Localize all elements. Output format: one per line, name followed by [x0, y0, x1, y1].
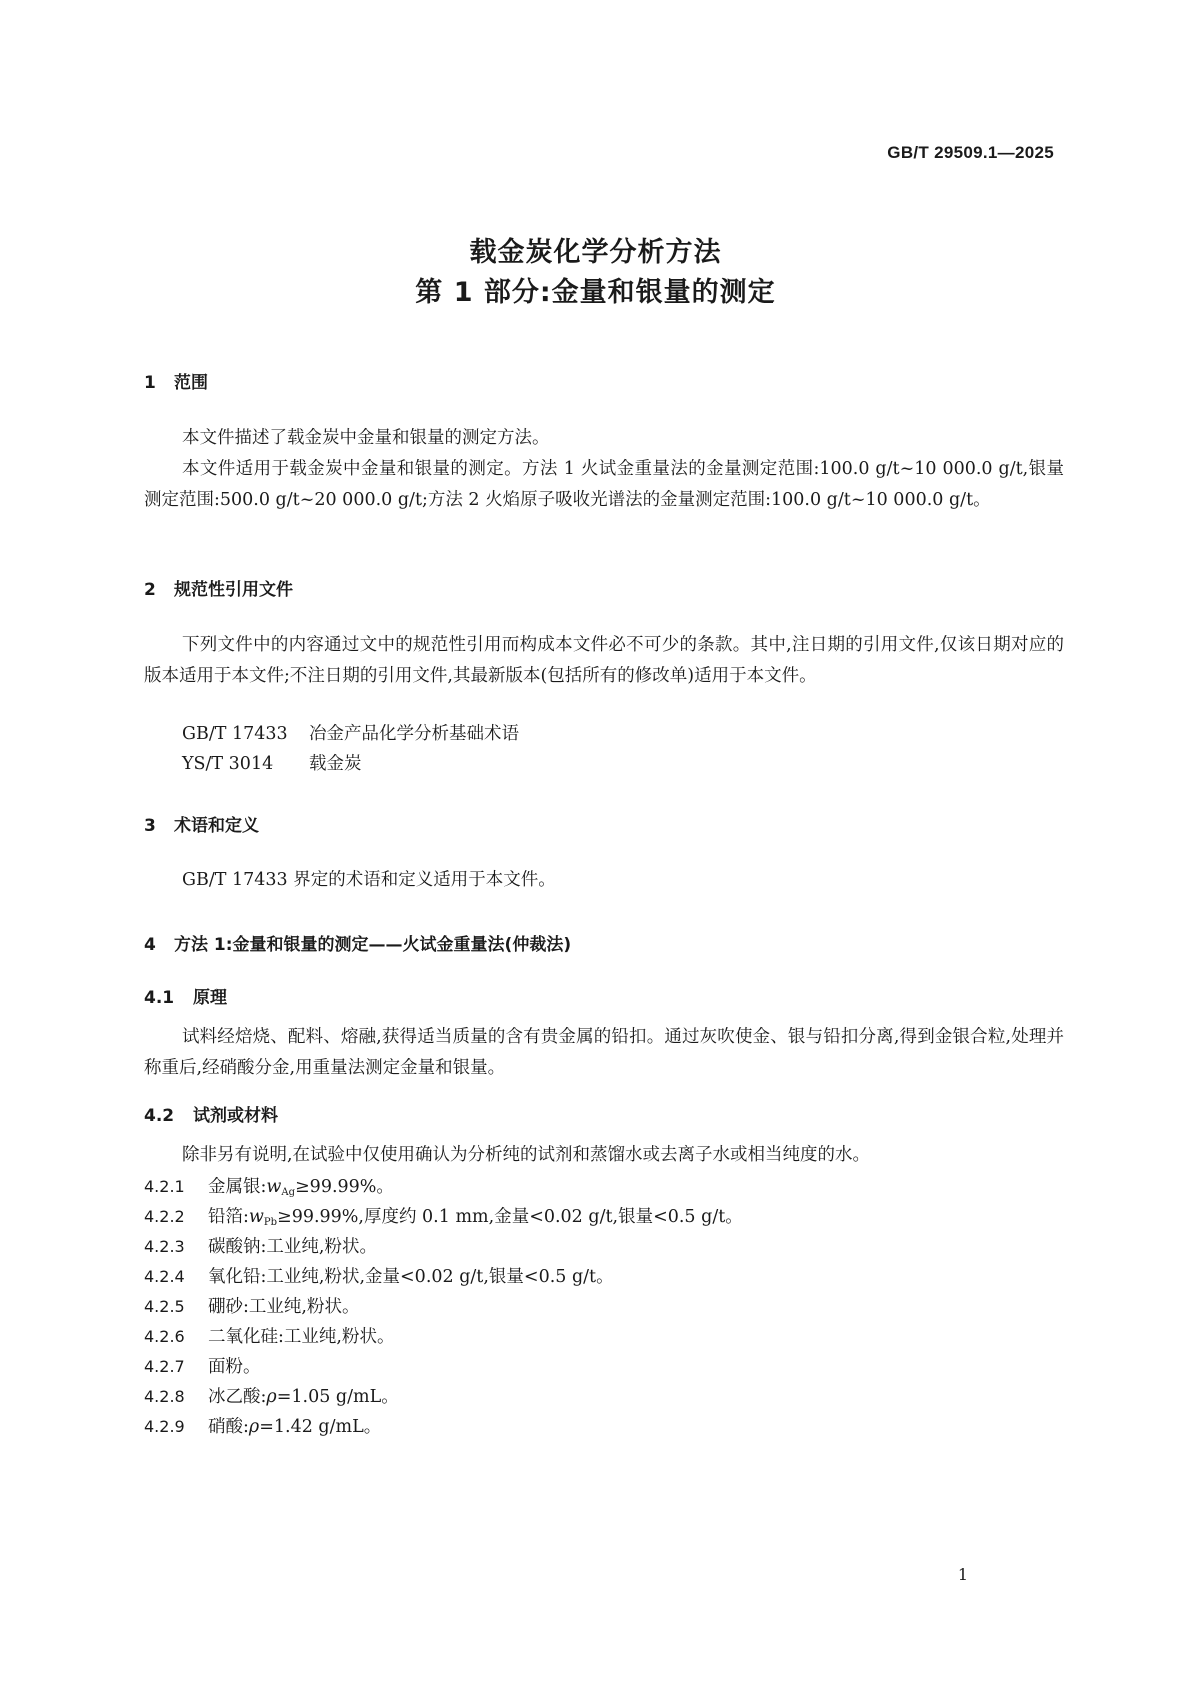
paragraph: 下列文件中的内容通过文中的规范性引用而构成本文件必不可少的条款。其中,注日期的引用文件,仅该日期对应的版本适用于本文件;不注日期的引用文件,其最新版本(包括所有的修改单)适用于本文件。 [144, 635, 1064, 686]
paragraph: 本文件适用于载金炭中金量和银量的测定。方法 1 火试金重量法的金量测定范围:100.0 g/t~10 000.0 g/t,银量测定范围:500.0 g/t~20 000.0 g/t;方法 2 火焰原子吸收光谱法的金量测定范围:100.0 g/t~10 000.0 g/t。 [144, 459, 1064, 510]
reference-code: YS/T 3014 [182, 754, 274, 774]
document-title: 载金炭化学分析方法 [469, 237, 722, 268]
item-text: =1.42 g/mL。 [259, 1417, 382, 1437]
section-title: 规范性引用文件 [174, 580, 293, 600]
reference-title: 载金炭 [309, 754, 362, 774]
page-number: 1 [957, 1565, 968, 1584]
item-text: ≥99.99%。 [295, 1177, 394, 1197]
reagent-item [144, 1233, 377, 1258]
item-number: 4.2.3 [144, 1237, 185, 1256]
item-number: 4.2.4 [144, 1267, 185, 1286]
section-2-heading [144, 575, 293, 600]
reference-title: 冶金产品化学分析基础术语 [309, 724, 519, 744]
item-number: 4.2.7 [144, 1357, 185, 1376]
item-text: 金属银: [208, 1177, 267, 1197]
reagent-item [144, 1413, 381, 1438]
item-variable: w [248, 1207, 264, 1227]
reagent-item [144, 1203, 743, 1228]
item-text: 氧化铅:工业纯,粉状,金量<0.02 g/t,银量<0.5 g/t。 [208, 1267, 614, 1287]
section-number: 3 [144, 816, 156, 836]
paragraph: 除非另有说明,在试验中仅使用确认为分析纯的试剂和蒸馏水或去离子水或相当纯度的水。 [182, 1145, 871, 1165]
item-text: 面粉。 [208, 1357, 261, 1377]
item-number: 4.2.6 [144, 1327, 185, 1346]
reagent-item [144, 1383, 399, 1408]
section-number: 4.2 [144, 1106, 175, 1126]
reagent-item [144, 1263, 614, 1288]
reagent-item [144, 1323, 394, 1348]
reagent-item [144, 1173, 394, 1198]
item-text: 硼砂:工业纯,粉状。 [208, 1297, 360, 1317]
section-number: 2 [144, 580, 156, 600]
section-number: 1 [144, 373, 156, 393]
item-text: 碳酸钠:工业纯,粉状。 [208, 1237, 377, 1257]
document-subtitle: 第 1 部分:金量和银量的测定 [415, 277, 776, 308]
section-title: 试剂或材料 [193, 1106, 278, 1126]
item-text: 铅箔: [208, 1207, 249, 1227]
item-text: 冰乙酸: [208, 1387, 267, 1407]
item-text: ≥99.99%,厚度约 0.1 mm,金量<0.02 g/t,银量<0.5 g/t。 [277, 1207, 743, 1227]
section-title: 原理 [193, 988, 227, 1008]
item-number: 4.2.9 [144, 1417, 185, 1436]
item-subscript: Pb [263, 1217, 278, 1228]
section-4-1-heading [144, 983, 227, 1008]
reagent-item [144, 1293, 359, 1318]
paragraph: 本文件描述了载金炭中金量和银量的测定方法。 [182, 428, 550, 448]
standard-number: GB/T 29509.1—2025 [887, 143, 1054, 162]
paragraph: 试料经焙烧、配料、熔融,获得适当质量的含有贵金属的铅扣。通过灰吹使金、银与铅扣分离,得到金银合粒,处理并称重后,经硝酸分金,用重量法测定金量和银量。 [144, 1027, 1064, 1078]
section-title: 范围 [174, 373, 208, 393]
section-number: 4.1 [144, 988, 175, 1008]
section-4-heading [144, 930, 571, 955]
reference-code: GB/T 17433 [182, 724, 288, 744]
item-subscript: Ag [281, 1187, 296, 1198]
section-title: 术语和定义 [174, 816, 259, 836]
reference-item [182, 720, 519, 745]
section-1-heading [144, 368, 208, 393]
reagent-item [144, 1353, 261, 1378]
item-number: 4.2.5 [144, 1297, 185, 1316]
section-number: 4 [144, 935, 156, 955]
item-variable: w [266, 1177, 282, 1197]
item-text: 硝酸: [208, 1417, 249, 1437]
item-text: 二氧化硅:工业纯,粉状。 [208, 1327, 395, 1347]
reference-item [182, 750, 362, 775]
item-variable: ρ [266, 1387, 277, 1407]
item-number: 4.2.8 [144, 1387, 185, 1406]
item-text: =1.05 g/mL。 [276, 1387, 399, 1407]
item-variable: ρ [248, 1417, 260, 1437]
section-title: 方法 1:金量和银量的测定——火试金重量法(仲裁法) [174, 935, 572, 955]
item-number: 4.2.1 [144, 1177, 185, 1196]
section-4-2-heading [144, 1101, 278, 1126]
section-3-heading [144, 811, 259, 836]
item-number: 4.2.2 [144, 1207, 185, 1226]
paragraph: GB/T 17433 界定的术语和定义适用于本文件。 [182, 870, 556, 890]
